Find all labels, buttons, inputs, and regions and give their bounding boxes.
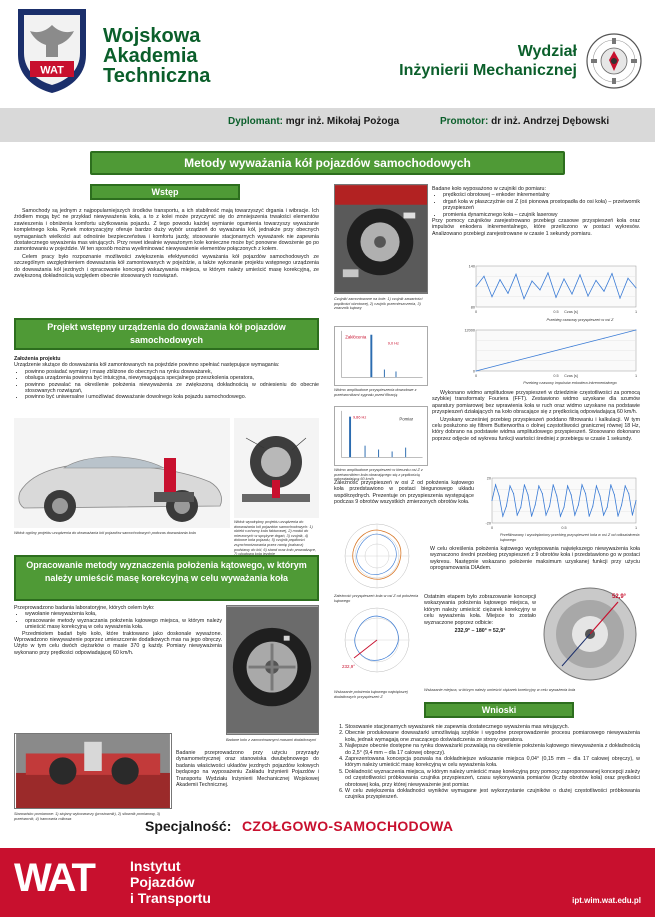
y-tick-label: 140 <box>468 264 475 269</box>
method-heading: Opracowanie metody wyznaczenia położenia kątowego, w którym należy umieścić masę korekcyjną w celu wyważania koła <box>14 555 319 601</box>
data-point <box>607 507 608 508</box>
x-tick-label: 0.5 <box>561 526 567 530</box>
list-item: • powinno pozwalać na określenie położenia niewyważenia ze zwiększoną dokładnością w odniesieniu do obecnie stosowanych rozwiązań, <box>25 382 319 395</box>
list-item: • promienia dynamicznego koła – czujnik laserowy <box>443 212 640 218</box>
acceleration-chart <box>462 262 640 316</box>
wat-crest-text: WAT <box>40 64 64 77</box>
data-point <box>578 505 579 506</box>
data-point <box>564 507 565 508</box>
wheel-sensors-photo <box>334 184 428 294</box>
list-item: • opracowanie metody wyznaczania położenia kątowego miejsca, w którym należy umieścić masę korekcyjną w celu wyważenia koła. <box>25 618 222 631</box>
diploma-author <box>228 116 399 127</box>
data-point <box>520 507 521 508</box>
supervisors-bar <box>0 108 655 142</box>
sensors-body: Przy pomocy czujników zarejestrowano przebiegi czasowe przyspieszeń koła oraz impulsów enkodera inkrementalnego, które przeliczono w postaci wykresów. Analizowano przebiegi zarejestrowane w czasie 1 sekundy pomiaru. <box>432 218 640 237</box>
data-point <box>495 484 496 485</box>
wat-crest-icon <box>12 5 92 95</box>
polar-text: Zależność przyspieszeń w osi Z od położenia kątowego koła przedstawiono w postaci biegunowego układu współrzędnych. Prezentuje on przyspieszenia występujące podczas 9 obrotów wszystkich zmierzonych obrotów koła. <box>334 480 474 506</box>
sensors-text <box>432 186 640 261</box>
project-text <box>14 356 319 414</box>
y-tick-label: -20 <box>485 521 491 526</box>
noise-spectrum-label: Zakłócenia <box>345 334 367 340</box>
institute-line2: Pojazdów <box>130 874 195 890</box>
faculty-name-line2: Inżynierii Mechanicznej <box>399 62 577 79</box>
data-point <box>556 496 557 497</box>
data-point <box>582 484 583 485</box>
data-point <box>618 516 619 517</box>
filter-body: Uzyskany wcześniej przebieg przyspieszeń poddano filtrowaniu i kalkulacji. W tym celu posłużono się filtrem Butterwortha o dolnej częstotliwości granicznej równej 18 Hz, który dobrano na podstawie widma amplitudowego przyspieszeń. Stosowano dokonano poprzez odjęcie od wykresu funkcji wartości średniej z przebiegu w czasie 1 sekundy. <box>432 416 640 442</box>
data-point <box>500 279 501 280</box>
data-point <box>604 338 605 339</box>
intro-p2: Celem pracy było rozpoznanie możliwości zwiększenia efektywności wyważania kół pojazdów samochodowych ze szczególnym uwzględnieniem dowważania kół zamontowanych w pojeździe, a także wykonanie projektu wstępnego urządzenia do dowważania kół jezdnych i opracowanie koncepcji wskazywania miejsca, w którym należy umieścić masę korekcyjną, ze zwiększoną dokładnością względem obecnie stosowanych rozwiązań. <box>14 253 319 280</box>
data-point <box>484 276 485 277</box>
polar-target-label: 52,9° <box>612 594 627 600</box>
data-point <box>516 274 517 275</box>
list-item: 5. Dokładność wyznaczenia miejsca, w którym należy umieścić masę korekcyjną przy pomocy zaproponowanej koncepcji zależy od częstotliwości próbkowania czujnika przyspieszeń, czasu wykonywania pomiarów (liczby obrotów koła) oraz prędkości obrotowej koła, przy której niewyważenie jest pomiar. <box>345 769 640 788</box>
data-point <box>625 485 626 486</box>
data-point <box>567 485 568 486</box>
data-point <box>513 493 514 494</box>
measurement-spectrum-label: Pomiar <box>399 416 414 422</box>
data-point <box>564 278 565 279</box>
data-point <box>585 493 586 494</box>
data-point <box>492 500 493 501</box>
method-text <box>14 605 222 725</box>
data-point <box>560 516 561 517</box>
data-point <box>632 515 633 516</box>
data-point <box>492 296 493 297</box>
x-tick-label: 1 <box>634 374 638 378</box>
data-point <box>636 287 637 288</box>
polar-acceleration-caption: Zależność przyspieszeń koła w osi Z od położenia kątowego <box>334 594 419 603</box>
data-point <box>574 515 575 516</box>
poster-footer <box>0 848 655 917</box>
data-point <box>517 515 518 516</box>
data-point <box>588 296 589 297</box>
data-point <box>524 298 525 299</box>
method-goals <box>14 611 222 630</box>
data-point <box>580 274 581 275</box>
data-point <box>571 494 572 495</box>
data-point <box>612 273 613 274</box>
data-point <box>531 516 532 517</box>
measurement-spectrum-tag: 9,86 Hz <box>352 415 367 420</box>
data-point <box>476 286 477 287</box>
promotor <box>440 116 609 127</box>
intro-p1: Samochody są jednym z najpopularniejszych środków transportu, a ich stabilność mają towarzyszyć drgania i wibracje. Ich źródłem mogą być ne przykład niewyważenia koła, a to z kolei może przyczynić się do zmniejszenia trwałości elementów zawieszenia i obniżenia komfortu użytkowania pojazdu. Z tego powodu każdej wymianie ogumienia towarzyszy wyważanie kompletnego koła. Rynek motoryzacyjny oferuje bardzo duży wybór urządzeń do wyważania kół, jednakże przy obecnych wymaganiach wielkości aut odnośnie bezpieczeństwa i komfortu jazdy, stosowanie stacjonarnych wyważarek nie zapewnia dostatecznego wyważenia mas wirujących. Przy rewet idealnie wyważonym kole konieczne może być ponowne dowożenie go po zamontowaniu w pojeździe. W ten sposób można wyeliminować niewyważenie elementów połączonych z kołem. <box>14 208 319 253</box>
sensor-list <box>432 192 640 218</box>
device-overview-image <box>14 418 230 528</box>
x-tick-label: 0 <box>474 310 478 314</box>
list-item: • drgań koła w płaszczyźnie osi Z (oś pionowa prostopadła do osi koła) – przetwornik przyspieszeń <box>443 199 640 212</box>
institute-line3: i Transportu <box>130 890 211 906</box>
conclusions-heading: Wnioski <box>424 702 574 718</box>
wheel-sensors-caption: Czujniki zamontowane na kole: 1) czujnik zawartości prędkości obrotowej, 2) czujnik przemieszczenia, 3) znacznik kątowy <box>334 297 423 311</box>
x-tick-label: 0 <box>490 526 494 530</box>
list-item: • wywołanie niewyważenia koła, <box>25 611 222 617</box>
filtered-acceleration-chart <box>478 474 640 532</box>
x-tick-label: 1 <box>634 526 638 530</box>
data-point <box>540 289 541 290</box>
noise-spectrum-chart <box>334 326 428 386</box>
data-point <box>549 506 550 507</box>
wat-logo: WAT <box>14 856 94 900</box>
data-point <box>603 515 604 516</box>
specialty-bar <box>0 810 655 842</box>
data-point <box>614 494 615 495</box>
measurement-spectrum-chart <box>334 406 428 466</box>
intro-text <box>14 208 319 316</box>
list-item: • prędkości obrotowej – enkoder inkrementalny <box>443 192 640 198</box>
x-axis-label: Czas [s] <box>564 374 578 378</box>
max-text: W celu określenia położenia kątowego występowania największego niewyważenia koła wyznaczono średni przebieg przyspieszeń z 9 obrotów koła i przedstawiono go w postaci wykresu. Następnie wskazano położenie maksimum uzyskanej funkcji przy użyciu oprogramowania DIAdem. <box>430 546 640 572</box>
y-tick-label: 20 <box>486 476 491 481</box>
list-item: • obsługa urządzenia powinna być intuicyjna, niewymagająca specjalnego przeszkolenia operatora, <box>25 375 319 381</box>
test-stand-caption: Stanowisko pomiarowe: 1) stojany wykonawczy (prostownik), 2) siłownik pomiarowy, 3) przetwornik, 4) hamownia rolkowa <box>14 812 161 821</box>
project-lead: Urządzenie służące do dowważania kół zamontowanych na pojeździe powinno spełniać następujące wymagania: <box>14 362 280 369</box>
list-item: 4. Zaprezentowana koncepcja pozwala na dokładniejsze wskazanie miejsca 0,04° (0,15 mm – dla 17 calowej obręczy), w którym należy umieścić masę korekcyjną w celu wyważenia koła. <box>345 756 640 769</box>
data-point <box>636 330 637 331</box>
polar-target-caption: Wskazanie miejsca, w którym należy umieścić ciężarek korekcyjny w celu wyważenia koła <box>424 688 576 692</box>
data-point <box>636 500 637 501</box>
encoder-chart <box>462 326 640 380</box>
polar-acceleration-chart <box>334 520 420 592</box>
data-point <box>628 493 629 494</box>
data-point <box>600 496 601 497</box>
polar-max-chart <box>334 604 420 676</box>
data-point <box>592 506 593 507</box>
list-item: 6. W celu zwiększenia dokładności wyników wymagane jest wykorzystanie czujników o dużej częstotliwości próbkowania czujnika przyspieszeń. <box>345 788 640 801</box>
tested-wheel-photo <box>226 605 319 735</box>
data-point <box>476 371 477 372</box>
device-exploded-image <box>234 418 319 518</box>
device-overview-caption: Widok ogólny projektu urządzenia do dowważania kół pojazdów samochodowych podczas dowważania koła <box>14 531 196 535</box>
data-point <box>528 494 529 495</box>
test-stand-photo <box>14 733 172 809</box>
data-point <box>572 294 573 295</box>
data-point <box>628 278 629 279</box>
list-item: • powinno być uniwersalne i umożliwiać dowważanie dowolnego koła pojazdu samochodowego. <box>25 394 319 400</box>
data-point <box>621 505 622 506</box>
x-axis-label: Czas [s] <box>564 310 578 314</box>
list-item: 3. Najlepsze obecnie dostępne na rynku dowważarki pozwalają na określenie położenia kątowego niewyważenia z dokładnością do 2,5° (9,4 mm – dla 17 calowej obręczy). <box>345 743 640 756</box>
conclusions-text <box>334 724 640 804</box>
university-name-line3: Techniczna <box>103 65 211 87</box>
x-tick-label: 0 <box>474 374 478 378</box>
diploma-label: Dyplomant: <box>228 116 283 127</box>
polar-target-chart <box>540 584 640 684</box>
list-item: 1. Stosowanie stacjonarnych wyważarek nie zapewnia dostatecznego wyważenia mas wirujących. <box>345 724 640 730</box>
diploma-name: mgr inż. Mikołaj Pożoga <box>285 116 400 127</box>
specialty-value: CZOŁGOWO-SAMOCHODOWA <box>242 818 454 834</box>
promotor-name: dr inż. Andrzej Dębowski <box>491 116 610 127</box>
data-point <box>596 280 597 281</box>
data-point <box>538 485 539 486</box>
project-heading: Projekt wstępny urządzenia do doważania kół pojazdów samochodowych <box>14 318 319 350</box>
data-point <box>499 496 500 497</box>
conclusions-list <box>334 724 640 801</box>
y-tick-label: 80 <box>470 305 475 310</box>
polar-max-label: 232,9° <box>342 664 356 669</box>
data-point <box>589 516 590 517</box>
faculty-name <box>399 42 577 80</box>
filtered-chart-caption: Przefiltrowany i wyodrębniony przebieg przyspieszeń koła w osi Z od odkształcenia kątowego <box>500 533 640 542</box>
data-point <box>532 281 533 282</box>
polar-max-caption: Wskazanie położenia kątowego największej dodatkowych przyspieszeń Z <box>334 690 408 699</box>
sensors-lead: Badane koło wyposażono w czujniki do pomiaru: <box>432 186 546 192</box>
y-tick-label: 12000 <box>464 328 475 333</box>
device-exploded-caption: Widok wyodrębny projektu urządzenia do dowważania kół pojazdów samochodowych: 1) obiekt ruchomy koła fakturowej, 2) moduł do mierzonych w sprężyne drgań, 3) czujnik, 4) dokowe koła pojazdu, 5) czujnik prędkości zsynchronizowania przez ramię (wahacz) podstawy do kół, 6) stand oraz koło prowadzące, <box>234 520 317 552</box>
data-point <box>572 346 573 347</box>
measurement-spectrum-caption: Widmo amplitudowe przyspieszeń w kierunku osi Z z przetwornikiem koła obracającego się z prędkością odpowiadającą 60 km/h <box>334 468 423 482</box>
institute-line1: Instytut <box>130 858 181 874</box>
noise-spectrum-caption: Widmo amplitudowe przyspieszenia dowodowe z przetwornikami sygnału przed filtracją <box>334 388 417 397</box>
university-name-line2: Akademia <box>103 45 198 67</box>
data-point <box>502 516 503 517</box>
institute-url[interactable]: ipt.wim.wat.edu.pl <box>572 896 641 905</box>
noise-spectrum-tag: 9,0 Hz <box>387 341 399 346</box>
data-point <box>548 272 549 273</box>
project-requirements <box>14 369 319 401</box>
data-point <box>542 493 543 494</box>
data-point <box>506 506 507 507</box>
x-tick-label: 0.5 <box>553 310 559 314</box>
project-subheading: Założenia projektu <box>14 356 61 362</box>
list-item: 2. Obecnie produkowane dowważarki umożliwiają szybkie i wygodne przeprowadzenie procesu pomiarowego niewyważenia koła, jednak wymagają one znaczącego doświadczenia ze strony operatora. <box>345 730 640 743</box>
data-point <box>540 354 541 355</box>
data-point <box>556 297 557 298</box>
acceleration-chart-caption: Przebieg czasowy przyspieszeń w osi Z <box>546 318 614 322</box>
data-point <box>510 485 511 486</box>
data-point <box>553 484 554 485</box>
final-formula: 232,9° – 180° = 52,9° <box>454 628 506 635</box>
university-name-line1: Wojskowa <box>103 25 201 47</box>
faculty-name-line1: Wydział <box>517 43 577 60</box>
data-point <box>620 298 621 299</box>
y-tick-label: 0 <box>472 369 475 374</box>
method-body: Przedmiotem badań było koło, które traktowano jako doskonale wyważone. Wprowadzono niewyważenie poprzez umieszczenie dodatkowych mas na jego obręczy. Użyto w tym celu dwóch ciężarków o masie 370 g każdy. Pomiary niewyważenia wykonano przy prędkości odpowiadającej 60 km/h. <box>14 630 222 656</box>
institute-name <box>130 858 211 906</box>
poster-title: Metody wyważania kół pojazdów samochodowych <box>90 151 565 175</box>
final-body: Ostatnim etapem było zobrazowanie koncepcji wskazywania położenia kątowego miejsca, w którym należy umieścić ciężarek korekcyjny w celu wyważenia koła. Miejsce to zostało wyznaczone poprzez odbicie: <box>424 594 536 626</box>
method-body-2: Badanie przeprowadzono przy użyciu przyrządy dynamometrycznej oraz stanowiska dwubębnowego do badania właściwości układów jezdnych pojazdów kołowych będącego na wyposażeniu Zakładu Inżynierii Pojazdów i Transportu Wydziału Inżynierii Mechanicznej Wojskowej Akademii Technicznej. <box>176 750 319 789</box>
tested-wheel-caption: Badane koło z zamontowanymi masami dodatkowymi <box>226 738 317 742</box>
university-name <box>103 26 210 86</box>
data-point <box>508 293 509 294</box>
intro-heading: Wstęp <box>90 184 240 200</box>
data-point <box>524 484 525 485</box>
x-tick-label: 1 <box>634 310 638 314</box>
promotor-label: Promotor: <box>440 116 489 127</box>
encoder-chart-caption: Przebieg czasowy impulsów enkodera inkrementalnego <box>523 381 617 385</box>
data-point <box>610 484 611 485</box>
poster-header <box>0 0 655 108</box>
data-point <box>535 505 536 506</box>
faculty-crest-icon <box>585 32 643 90</box>
x-tick-label: 0.5 <box>553 374 559 378</box>
data-point <box>546 515 547 516</box>
data-point <box>596 485 597 486</box>
fft-body: Wykonano widmo amplitudowe przyspieszeń w dziedzinie częstotliwości za pomocą szybkiej transformaty Fouriera (FFT). Zestawiono widmo uzyskane dla szumów aparatury pomiarowej bez wprawienia koła w ruch oraz widmo uzyskane na podstawie przyspieszeń działających na koło obracające się z prędkością odpowiadającą 60 km/h. <box>432 390 640 416</box>
specialty-label: Specjalność: <box>145 818 232 834</box>
method-lead: Przeprowadzono badania laboratoryjne, których celem było: <box>14 605 155 611</box>
fft-text <box>432 390 640 476</box>
data-point <box>508 362 509 363</box>
final-text <box>424 594 536 678</box>
list-item: • powinno posiadać wymiary i masę zbliżone do obecnych na rynku dowważarek, <box>25 369 319 375</box>
data-point <box>604 291 605 292</box>
